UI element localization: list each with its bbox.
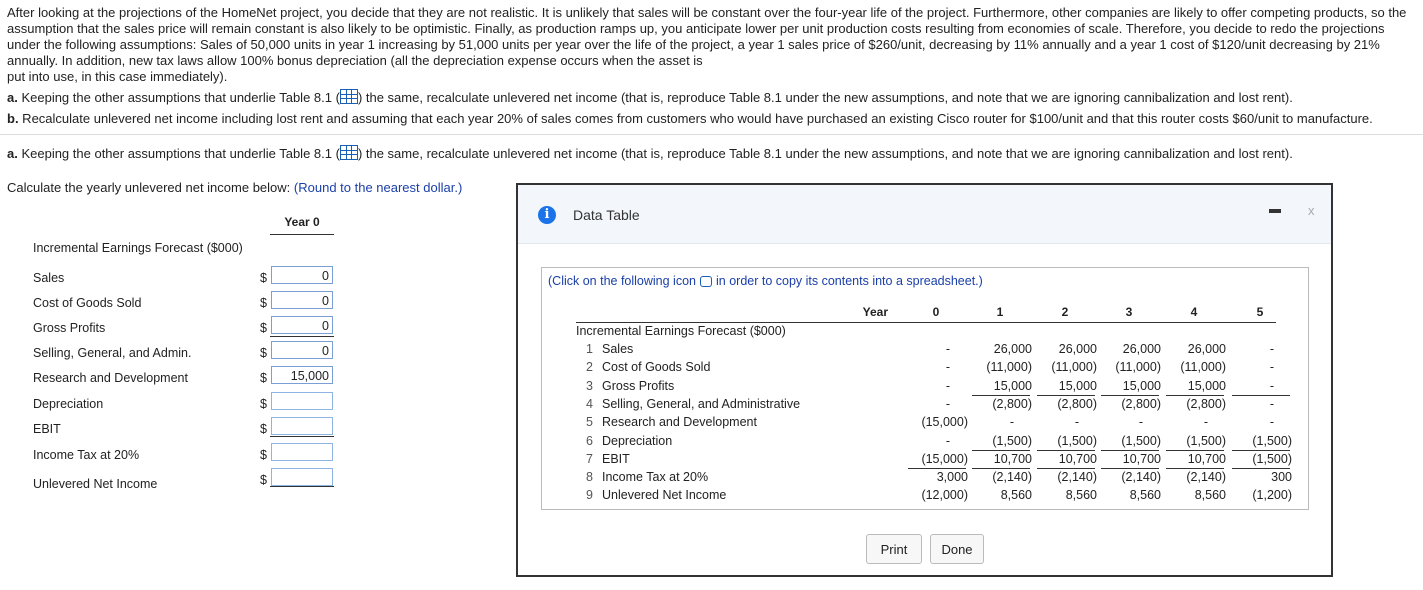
year-column-header: 3 xyxy=(1125,305,1133,319)
dialog-title: Data Table xyxy=(573,207,640,223)
data-table-row xyxy=(576,379,1276,397)
table-cell: 15,000 xyxy=(993,378,1032,393)
table-cell: (15,000) xyxy=(921,451,968,466)
table-cell: (2,800) xyxy=(1057,396,1097,411)
problem-paragraph: After looking at the projections of the HomeNet project, you decide that they are not realistic. It is unlikely that sales will be constant over the four-year life of the project. Furthermore, other companies are likely to offer competing products, so the assumption that the sales price will remain constant is also likely to be optimistic. Finally, as production ramps up, you anticipate lower per unit production costs resulting from economies of scale. Therefore, you decide to redo the projections under the following assumptions: Sales of 50,000 units in year 1 increasing by 51,000 units per year over the life of the project, a year 1 sales price of $260/unit, decreasing by 11% annually and a year 1 cost of $120/unit decreasing by 21% annually. In addition, new tax laws allow 100% bonus depreciation (all the depreciation expense occurs when the asset is put into use, in this case immediately). xyxy=(7,5,1407,84)
data-table-heading: Incremental Earnings Forecast ($000) xyxy=(576,324,786,338)
table-cell: (11,000) xyxy=(1051,360,1097,375)
worksheet-row xyxy=(33,443,343,467)
info-icon: i xyxy=(538,206,556,224)
row-number: 3 xyxy=(586,378,593,393)
data-table-row xyxy=(576,433,1292,452)
row-label: Gross Profits xyxy=(602,378,675,393)
worksheet-input[interactable]: 0 xyxy=(271,316,333,334)
row-label: Research and Development xyxy=(602,415,757,430)
table-cell: (2,800) xyxy=(1186,396,1226,411)
copy-instruction: (Click on the following icon in order to copy its contents into a spreadsheet.) xyxy=(548,274,983,288)
worksheet-row-label: EBIT xyxy=(33,422,61,436)
subtotal-line xyxy=(908,468,966,469)
table-cell: (1,500) xyxy=(1121,433,1161,448)
subtotal-line xyxy=(1101,450,1159,451)
table-cell: - xyxy=(1269,378,1274,393)
table-cell: (2,800) xyxy=(1121,396,1161,411)
table-cell: - xyxy=(1269,342,1274,356)
worksheet-row-label: Unlevered Net Income xyxy=(33,477,158,491)
worksheet-row xyxy=(33,468,343,492)
table-cell: - xyxy=(1074,415,1079,430)
data-table-row xyxy=(576,397,1276,415)
data-table-row xyxy=(576,470,1292,488)
row-label: Income Tax at 20% xyxy=(602,470,709,485)
table-cell: - xyxy=(945,360,950,375)
table-cell: (2,140) xyxy=(1121,470,1161,485)
currency-symbol: $ xyxy=(260,422,267,436)
year-column-header: 0 xyxy=(932,305,940,319)
table-cell: 300 xyxy=(1271,470,1292,485)
row-number: 8 xyxy=(586,470,593,485)
table-cell: (11,000) xyxy=(1180,360,1226,375)
table-cell: 10,700 xyxy=(1058,451,1097,466)
table-cell: - xyxy=(1269,396,1274,411)
subtotal-line xyxy=(1166,395,1224,396)
worksheet-row-label: Gross Profits xyxy=(33,321,106,335)
minimize-button[interactable] xyxy=(1269,209,1281,213)
table-cell: 26,000 xyxy=(993,342,1032,356)
currency-symbol: $ xyxy=(260,321,267,335)
table-cell: - xyxy=(1009,415,1014,430)
data-table-row xyxy=(576,415,1276,433)
table-icon[interactable] xyxy=(340,89,358,104)
worksheet-row-label: Income Tax at 20% xyxy=(33,448,140,462)
table-cell: (1,500) xyxy=(1186,433,1226,448)
table-cell: 15,000 xyxy=(1122,378,1161,393)
gross-profit-line xyxy=(270,336,334,337)
worksheet-input[interactable] xyxy=(271,468,333,486)
row-label: Depreciation xyxy=(602,433,673,448)
worksheet-row-label: Cost of Goods Sold xyxy=(33,296,142,310)
subtotal-line xyxy=(1166,468,1224,469)
table-cell: 8,560 xyxy=(1129,488,1161,503)
data-table-row xyxy=(576,488,1292,506)
table-icon[interactable] xyxy=(340,145,358,160)
table-cell: 10,700 xyxy=(1122,451,1161,466)
table-cell: 10,700 xyxy=(1187,451,1226,466)
worksheet-row-label: Research and Development xyxy=(33,371,188,385)
worksheet-row-label: Selling, General, and Admin. xyxy=(33,346,192,360)
row-number: 4 xyxy=(586,396,593,411)
row-number: 5 xyxy=(586,415,593,430)
subtotal-line xyxy=(1232,395,1290,396)
year-column-header: 1 xyxy=(996,305,1004,319)
row-label: Selling, General, and Administrative xyxy=(602,396,801,411)
currency-symbol: $ xyxy=(260,371,267,385)
worksheet-input[interactable]: 0 xyxy=(271,291,333,309)
year-column-header: 5 xyxy=(1256,305,1264,319)
worksheet-header-line xyxy=(270,234,334,235)
table-cell: (11,000) xyxy=(1115,360,1161,375)
subtotal-line xyxy=(1166,450,1224,451)
subtotal-line xyxy=(1232,468,1290,469)
worksheet-row-label: Depreciation xyxy=(33,397,104,411)
table-cell: - xyxy=(1269,360,1274,375)
year-column-header: 4 xyxy=(1190,305,1198,319)
row-number: 2 xyxy=(586,360,593,375)
worksheet-row xyxy=(33,392,343,416)
subtotal-line xyxy=(1037,395,1095,396)
subtotal-line xyxy=(1101,395,1159,396)
divider xyxy=(0,134,1423,135)
currency-symbol: $ xyxy=(260,271,267,285)
table-cell: - xyxy=(945,342,950,356)
copy-to-spreadsheet-icon[interactable] xyxy=(700,276,712,287)
table-cell: (1,200) xyxy=(1252,488,1292,503)
currency-symbol: $ xyxy=(260,296,267,310)
worksheet-input[interactable]: 0 xyxy=(271,266,333,284)
table-cell: (12,000) xyxy=(921,488,968,503)
table-cell: (2,140) xyxy=(1186,470,1226,485)
row-label: Cost of Goods Sold xyxy=(602,360,711,375)
done-button[interactable]: Done xyxy=(930,534,984,564)
year-column-header: 2 xyxy=(1061,305,1069,319)
question-a-repeat: a. Keeping the other assumptions that underlie Table 8.1 ( ) the same, recalculate unlevered net income (that is, reproduce Table 8.1 under the new assumptions, and note that we are ignoring cannibalization and lost rent). xyxy=(7,146,1293,161)
table-cell: - xyxy=(1203,415,1208,430)
print-button[interactable]: Print xyxy=(866,534,922,564)
table-cell: 8,560 xyxy=(1000,488,1032,503)
row-label: Unlevered Net Income xyxy=(602,488,727,503)
table-header-line xyxy=(576,322,1276,323)
table-cell: 15,000 xyxy=(1187,378,1226,393)
table-cell: 8,560 xyxy=(1194,488,1226,503)
table-cell: 26,000 xyxy=(1122,342,1161,356)
worksheet-row xyxy=(33,266,343,290)
row-number: 9 xyxy=(586,488,593,503)
data-table-row xyxy=(576,360,1276,378)
data-table-row xyxy=(576,342,1276,360)
table-cell: 26,000 xyxy=(1187,342,1226,356)
subtotal-line xyxy=(1101,468,1159,469)
table-cell: 3,000 xyxy=(936,470,968,485)
table-cell: 15,000 xyxy=(1058,378,1097,393)
worksheet-row xyxy=(33,341,343,365)
data-table-dialog xyxy=(516,183,1333,577)
worksheet-input[interactable] xyxy=(271,417,333,435)
row-number: 1 xyxy=(586,342,593,356)
worksheet-input[interactable] xyxy=(271,443,333,461)
subtotal-line xyxy=(972,450,1030,451)
row-label: EBIT xyxy=(602,451,630,466)
worksheet-row xyxy=(33,366,343,390)
worksheet-row xyxy=(33,417,343,441)
subtotal-line xyxy=(972,468,1030,469)
table-cell: (15,000) xyxy=(921,415,968,430)
row-number: 6 xyxy=(586,433,593,448)
subtotal-line xyxy=(1037,468,1095,469)
dialog-header xyxy=(518,185,1331,244)
rounding-note: (Round to the nearest dollar.) xyxy=(293,180,463,195)
table-cell: - xyxy=(945,378,950,393)
table-cell: (1,500) xyxy=(1057,433,1097,448)
ebit-line xyxy=(270,436,334,437)
worksheet-heading: Incremental Earnings Forecast ($000) xyxy=(33,241,243,255)
subtotal-line xyxy=(1232,450,1290,451)
currency-symbol: $ xyxy=(260,473,267,487)
worksheet-row-label: Sales xyxy=(33,271,65,285)
worksheet-input[interactable]: 15,000 xyxy=(271,366,333,384)
problem-statement xyxy=(7,5,1417,85)
currency-symbol: $ xyxy=(260,346,267,360)
calc-prompt: Calculate the yearly unlevered net income below: (Round to the nearest dollar.) xyxy=(7,180,463,195)
table-cell: (2,800) xyxy=(992,396,1032,411)
table-cell: (2,140) xyxy=(992,470,1032,485)
row-number: 7 xyxy=(586,451,593,466)
question-a: a. Keeping the other assumptions that underlie Table 8.1 ( ) the same, recalculate unlevered net income (that is, reproduce Table 8.1 under the new assumptions, and note that we are ignoring cannibalization and lost rent). xyxy=(7,90,1293,105)
currency-symbol: $ xyxy=(260,397,267,411)
close-button[interactable]: x xyxy=(1308,203,1315,218)
table-cell: 8,560 xyxy=(1065,488,1097,503)
table-cell: - xyxy=(945,433,950,448)
worksheet-row xyxy=(33,291,343,315)
table-cell: (11,000) xyxy=(986,360,1032,375)
worksheet-input[interactable]: 0 xyxy=(271,341,333,359)
subtotal-line xyxy=(1037,450,1095,451)
worksheet-year-header: Year 0 xyxy=(284,215,320,229)
table-cell: - xyxy=(945,396,950,411)
table-cell: (2,140) xyxy=(1057,470,1097,485)
subtotal-line xyxy=(972,395,1030,396)
currency-symbol: $ xyxy=(260,448,267,462)
table-cell: (1,500) xyxy=(1252,451,1292,466)
year-label: Year xyxy=(862,305,888,319)
table-cell: - xyxy=(1138,415,1143,430)
table-cell: (1,500) xyxy=(992,433,1032,448)
table-cell: (1,500) xyxy=(1252,433,1292,448)
row-label: Sales xyxy=(602,342,634,356)
question-b: b. Recalculate unlevered net income including lost rent and assuming that each year 20% of sales comes from customers who would have purchased an existing Cisco router for $100/unit and that this router costs $60/unit to manufacture. xyxy=(7,111,1373,126)
table-cell: 26,000 xyxy=(1058,342,1097,356)
table-cell: 10,700 xyxy=(993,451,1032,466)
net-income-line xyxy=(270,486,334,487)
worksheet-input[interactable] xyxy=(271,392,333,410)
table-cell: - xyxy=(1269,415,1274,430)
